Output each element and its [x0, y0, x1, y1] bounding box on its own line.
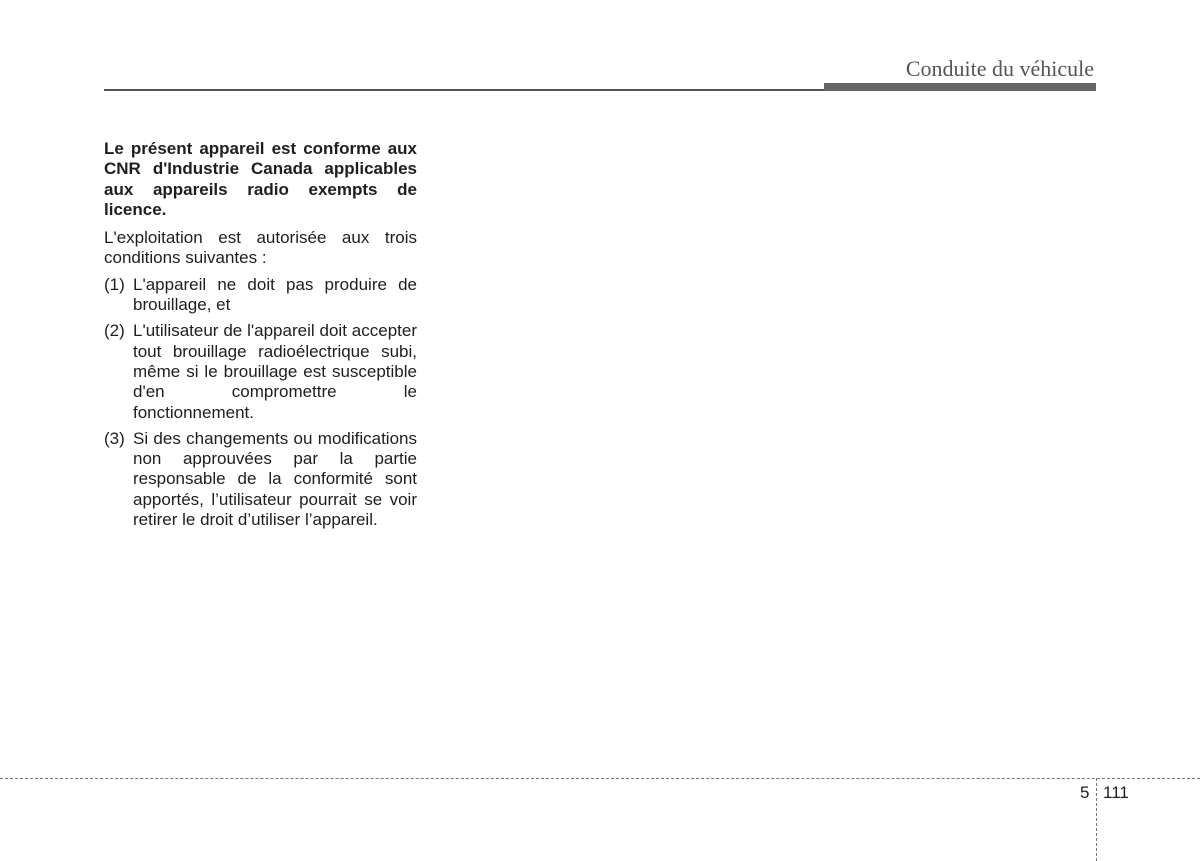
- page-number: 111: [1103, 783, 1129, 802]
- section-title: Conduite du véhicule: [905, 56, 1094, 81]
- footer-divider: [1096, 778, 1097, 861]
- condition-text: L'utilisateur de l'appareil doit accepter tout brouillage radioélectrique subi, même si le brouillage est susceptible d'en compromettre le fonctionnement.: [133, 321, 417, 422]
- footer-rule: [0, 778, 1200, 779]
- condition-item-3: [104, 429, 417, 530]
- condition-item-2: [104, 321, 417, 422]
- condition-item-1: [104, 275, 417, 316]
- condition-text: L'appareil ne doit pas produire de brouillage, et: [133, 274, 417, 315]
- text-column: [104, 139, 417, 530]
- header-rule: [104, 89, 824, 91]
- condition-number: (3): [104, 428, 125, 448]
- conditions-intro: L'exploitation est autorisée aux trois conditions suivantes :: [104, 228, 417, 268]
- chapter-number: 5: [1080, 783, 1090, 802]
- compliance-statement: Le présent appareil est conforme aux CNR d'Industrie Canada applicables aux appareils radio exempts de licence.: [104, 139, 417, 219]
- condition-text: Si des changements ou modifications non approuvées par la partie responsable de la conformité sont apportés, l’utilisateur pourrait se voir retirer le droit d’utiliser l’appareil.: [133, 428, 417, 530]
- condition-number: (1): [104, 274, 125, 294]
- header-rule-accent: [824, 83, 1096, 91]
- condition-number: (2): [104, 321, 125, 341]
